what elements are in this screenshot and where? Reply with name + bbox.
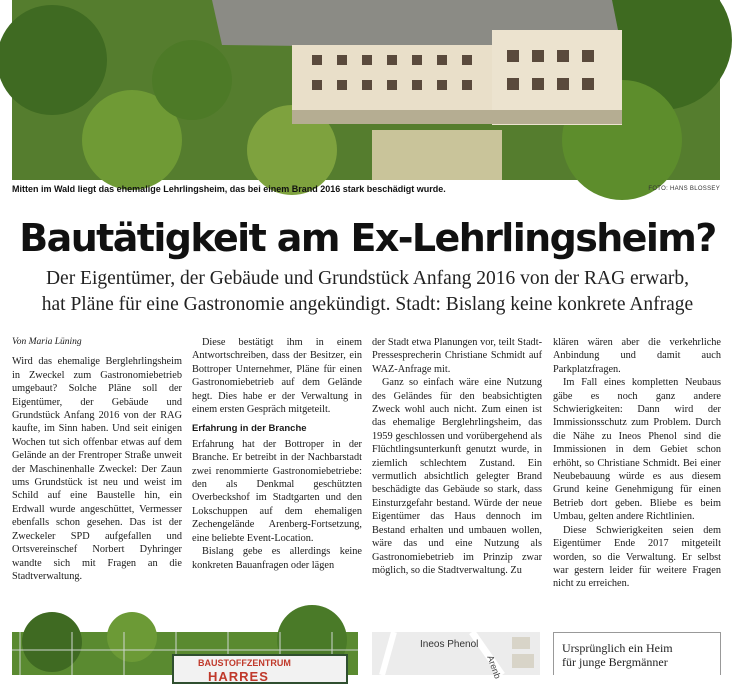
info-box-title bbox=[562, 641, 712, 669]
article-column-1 bbox=[12, 336, 182, 583]
sign-text-line-2: HARRES bbox=[208, 669, 269, 684]
info-box-title-line-1: Ursprünglich ein Heim bbox=[562, 641, 673, 655]
paragraph: klären wären aber die verkehrliche Anbindung und damit auch Parkplatzfragen. bbox=[553, 337, 721, 375]
info-box-title-line-2: für junge Bergmänner bbox=[562, 655, 668, 669]
photo-caption: Mitten im Wald liegt das ehemalige Lehrlingsheim, das bei einem Brand 2016 stark beschädigt wurde. bbox=[12, 184, 446, 194]
article-column-2 bbox=[192, 336, 362, 572]
building-photo-illustration bbox=[12, 0, 720, 180]
article-photo bbox=[12, 0, 720, 180]
map-street-label: Arenb bbox=[485, 653, 503, 681]
sign-text-line-1: BAUSTOFFZENTRUM bbox=[198, 658, 291, 668]
map-label-ineos: Ineos Phenol bbox=[420, 639, 479, 650]
photo-credit: FOTO: HANS BLOSSEY bbox=[648, 186, 720, 192]
section-subheading: Erfahrung in der Branche bbox=[192, 423, 307, 435]
paragraph: Diese Schwierigkeiten seien dem Eigentümer Ende 2017 mitgeteilt worden, so die Verwaltung. Er selbst war gestern leider für weitere Fragen nicht zu erreichen. bbox=[553, 524, 721, 590]
article-column-4 bbox=[553, 336, 721, 591]
article-headline: Bautätigkeit am Ex-Lehrlingsheim? bbox=[19, 216, 716, 260]
location-map bbox=[372, 632, 540, 681]
byline: Von Maria Lüning bbox=[12, 337, 82, 347]
paragraph: Bislang gebe es allerdings keine konkreten Bauanfragen oder lägen bbox=[192, 546, 362, 571]
paragraph: Erfahrung hat der Bottroper in der Branche. Er betreibt in der Nachbarstadt zwei renommierte Gastronomiebetriebe: den als Denkmal geschützten Overbeckshof im Stadtgarten und den Lokschuppen auf dem ehemaligen Zechengelände Arenberg-Fortsetzung, eine beliebte Event-Location. bbox=[192, 438, 362, 544]
subheadline-line-1: Der Eigentümer, der Gebäude und Grundstück Anfang 2016 von der RAG erwarb, bbox=[45, 268, 690, 289]
subheadline-line-2: hat Pläne für eine Gastronomie angekündigt. Stadt: Bislang keine konkrete Anfrage bbox=[41, 294, 694, 315]
construction-fence-photo bbox=[12, 632, 358, 684]
paragraph: der Stadt etwa Planungen vor, teilt Stadt-Pressesprecherin Christiane Schmidt auf WAZ-Anfrage mit. bbox=[372, 337, 542, 375]
info-box bbox=[553, 632, 721, 675]
paragraph: Diese bestätigt ihm in einem Antwortschreiben, dass der Besitzer, ein Bottroper Unternehmer, Pläne für einen Gastronomiebetrieb auf dem Gelände hegt. Dies habe er der Verwaltung in einem ersten Gespräch mitgeteilt. bbox=[192, 337, 362, 416]
paragraph: Ganz so einfach wäre eine Nutzung des Geländes für den beabsichtigten Zweck wohl auch nicht. Zum einen ist das ehemalige Berglehrlingsheim, das 1959 geschlossen und vorübergehend als Flüchtlingsunterkunft genutzt wurde, in ziemlich schlechtem Zustand. Ein vermutlich absichtlich gelegter Brand beschädigte das Gebäude so stark, dass Einsturzgefahr bestand. Würde der neue Eigentümer das Haus dennoch im Bestand erhalten und umbauen wollen, wäre das und eine Nutzung als Gastronomiebetrieb im Prinzip zwar möglich, so die Stadtverwaltung. Zu bbox=[372, 377, 542, 576]
article-column-3 bbox=[372, 336, 542, 577]
paragraph: Wird das ehemalige Berglehrlingsheim in Zweckel zum Gastronomiebetrieb umgebaut? Solche Pläne soll der Eigentümer, der Gebäude und Grundstück Anfang 2016 von der RAG kaufte, im Sinn haben. Und seit einigen Wochen tut sich offenbar etwas auf dem Gelände an der Frentroper Straße unweit der Maschinenhalle Zweckel: Der Zaun ums Grundstück ist neu und weist im Schild auf eine Baustelle hin, ein Erdwall wurde angeschüttet, Vermesser ebenfalls schon gesehen. Das ist der Zweckeler SPD aufgefallen und Ortsvereinschef Norbert Dyhringer wandte sich mit Fragen an die Stadtverwaltung. bbox=[12, 356, 182, 582]
article-subheadline bbox=[8, 266, 727, 318]
paragraph: Im Fall eines kompletten Neubaus gäbe es noch ganz andere Schwierigkeiten: Dann wird der Immissionsschutz zum Problem. Durch die Nähe zu Ineos Phenol sind die Immissionen in dem Gebiet schon erhöht, so Christiane Schmidt. Bei einer Neubebauung würde es aus diesem Grund keine Genehmigung für einen Betrieb dort geben. Bliebe es beim Umbau, gelten andere Richtlinien. bbox=[553, 377, 721, 523]
